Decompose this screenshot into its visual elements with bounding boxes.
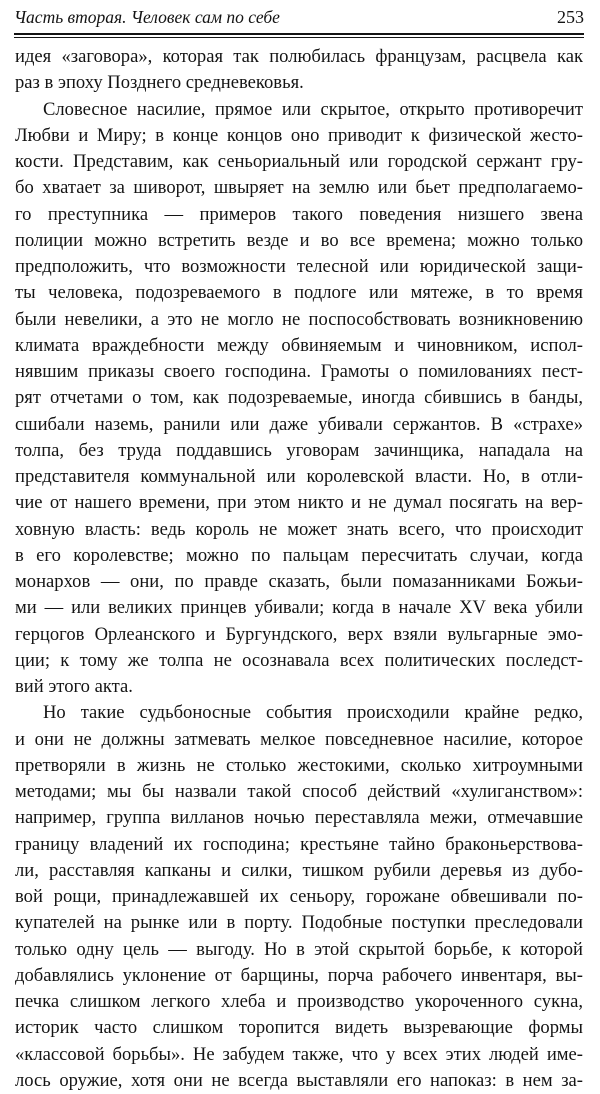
text-line: ции; к тому же толпа не осознавала всех политических последст- bbox=[15, 649, 583, 671]
text-line: в его королевстве; можно по пальцам пересчитать случаи, когда bbox=[15, 544, 583, 566]
paragraph bbox=[15, 44, 583, 97]
text-line: лось оружие, хотя они не всегда выставляли его напоказ: в нем за- bbox=[15, 1069, 583, 1091]
text-line: купателей на рынке или в порту. Подобные поступки преследовали bbox=[15, 912, 583, 934]
paragraph bbox=[15, 700, 583, 1094]
text-line: ты человека, подозреваемого в подлоге или мятеже, в то время bbox=[15, 282, 583, 304]
text-line: толпа, без труда поддавшись уговорам зачинщика, нападала на bbox=[15, 439, 583, 461]
text-line: рят отчетами о том, как подозреваемые, иногда сбившись в банды, bbox=[15, 387, 583, 409]
text-line: Любви и Миру; в конце концов оно приводит к физической жесто- bbox=[15, 124, 583, 146]
text-line: вий этого акта. bbox=[15, 676, 133, 697]
text-line: идея «заговора», которая так полюбилась французам, расцвела как bbox=[15, 46, 583, 67]
text-line: претворяли в жизнь не столько жестокими, сколько хитроумными bbox=[15, 754, 583, 776]
text-line: климата враждебности между обвиняемым и чиновником, испол- bbox=[15, 334, 583, 356]
text-line: герцогов Орлеанского и Бургундского, верх взяли вульгарные эмо- bbox=[15, 623, 583, 645]
text-line: добавлялись уклонение от барщины, порча рабочего инвентаря, вы- bbox=[15, 964, 583, 986]
text-line: кости. Представим, как сеньориальный или городской сержант гру- bbox=[15, 151, 583, 172]
text-line: были невелики, а это не могло не поспособствовать возникновению bbox=[15, 308, 583, 330]
text-line: чие от нашего времени, при этом никто и не думал посягать на вер- bbox=[15, 492, 583, 514]
running-header bbox=[14, 6, 584, 34]
text-line: бо хватает за шиворот, швыряет на землю или бьет предполагаемо- bbox=[15, 177, 583, 199]
running-title: Часть вторая. Человек сам по себе bbox=[14, 7, 280, 27]
text-line: Словесное насилие, прямое или скрытое, открыто противоречит bbox=[43, 98, 583, 120]
text-line: и они не должны затмевать мелкое повседневное насилие, которое bbox=[15, 728, 583, 750]
text-line: только одну цель — выгоду. Но в этой скрытой борьбе, к которой bbox=[15, 938, 583, 960]
text-line: методами; мы бы назвали такой способ действий «хулиганством»: bbox=[15, 781, 583, 802]
body-text bbox=[15, 44, 583, 1094]
text-line: представителя коммунальной или королевской власти. Но, в отли- bbox=[15, 466, 583, 487]
text-line: го преступника — примеров такого поведения низшего звена bbox=[15, 203, 583, 225]
text-line: печка слишком легкого хлеба и производство укороченного сукна, bbox=[15, 991, 583, 1012]
text-line: ми — или великих принцев убивали; когда в начале XV века убили bbox=[15, 597, 583, 619]
text-line: раз в эпоху Позднего средневековья. bbox=[15, 72, 304, 94]
page-number: 253 bbox=[557, 7, 584, 27]
text-line: монархов — они, по правде сказать, были помазанниками Божьи- bbox=[15, 571, 583, 592]
text-line: историк часто слишком торопится видеть вызревающие формы bbox=[15, 1017, 583, 1039]
text-line: «классовой борьбы». Не забудем также, что у всех этих людей име- bbox=[15, 1043, 583, 1065]
text-line: полиции можно встретить везде и во все времена; можно только bbox=[15, 229, 583, 251]
text-line: вой рощи, принадлежавшей их сеньору, горожане обвешивали по- bbox=[15, 886, 583, 907]
text-line: Но такие судьбоносные события происходили крайне редко, bbox=[43, 702, 583, 724]
text-line: предположить, что возможности телесной или юридической защи- bbox=[15, 256, 583, 277]
text-line: ли, расставляя капканы и силки, тишком рубили деревья из дубо- bbox=[15, 859, 583, 881]
paragraph bbox=[15, 97, 583, 701]
header-rule bbox=[14, 33, 584, 38]
text-line: границу владений их господина; крестьяне тайно браконьерствова- bbox=[15, 833, 583, 855]
text-line: ховную власть: ведь король не может знать всего, что происходит bbox=[15, 518, 583, 540]
text-line: сшибали наземь, ранили или даже убивали сержантов. В «страхе» bbox=[15, 413, 583, 435]
text-line: нявшим приказы своего господина. Грамоты о помилованиях пест- bbox=[15, 361, 583, 382]
text-line: например, группа вилланов ночью переставляла межи, отмечавшие bbox=[15, 807, 583, 829]
